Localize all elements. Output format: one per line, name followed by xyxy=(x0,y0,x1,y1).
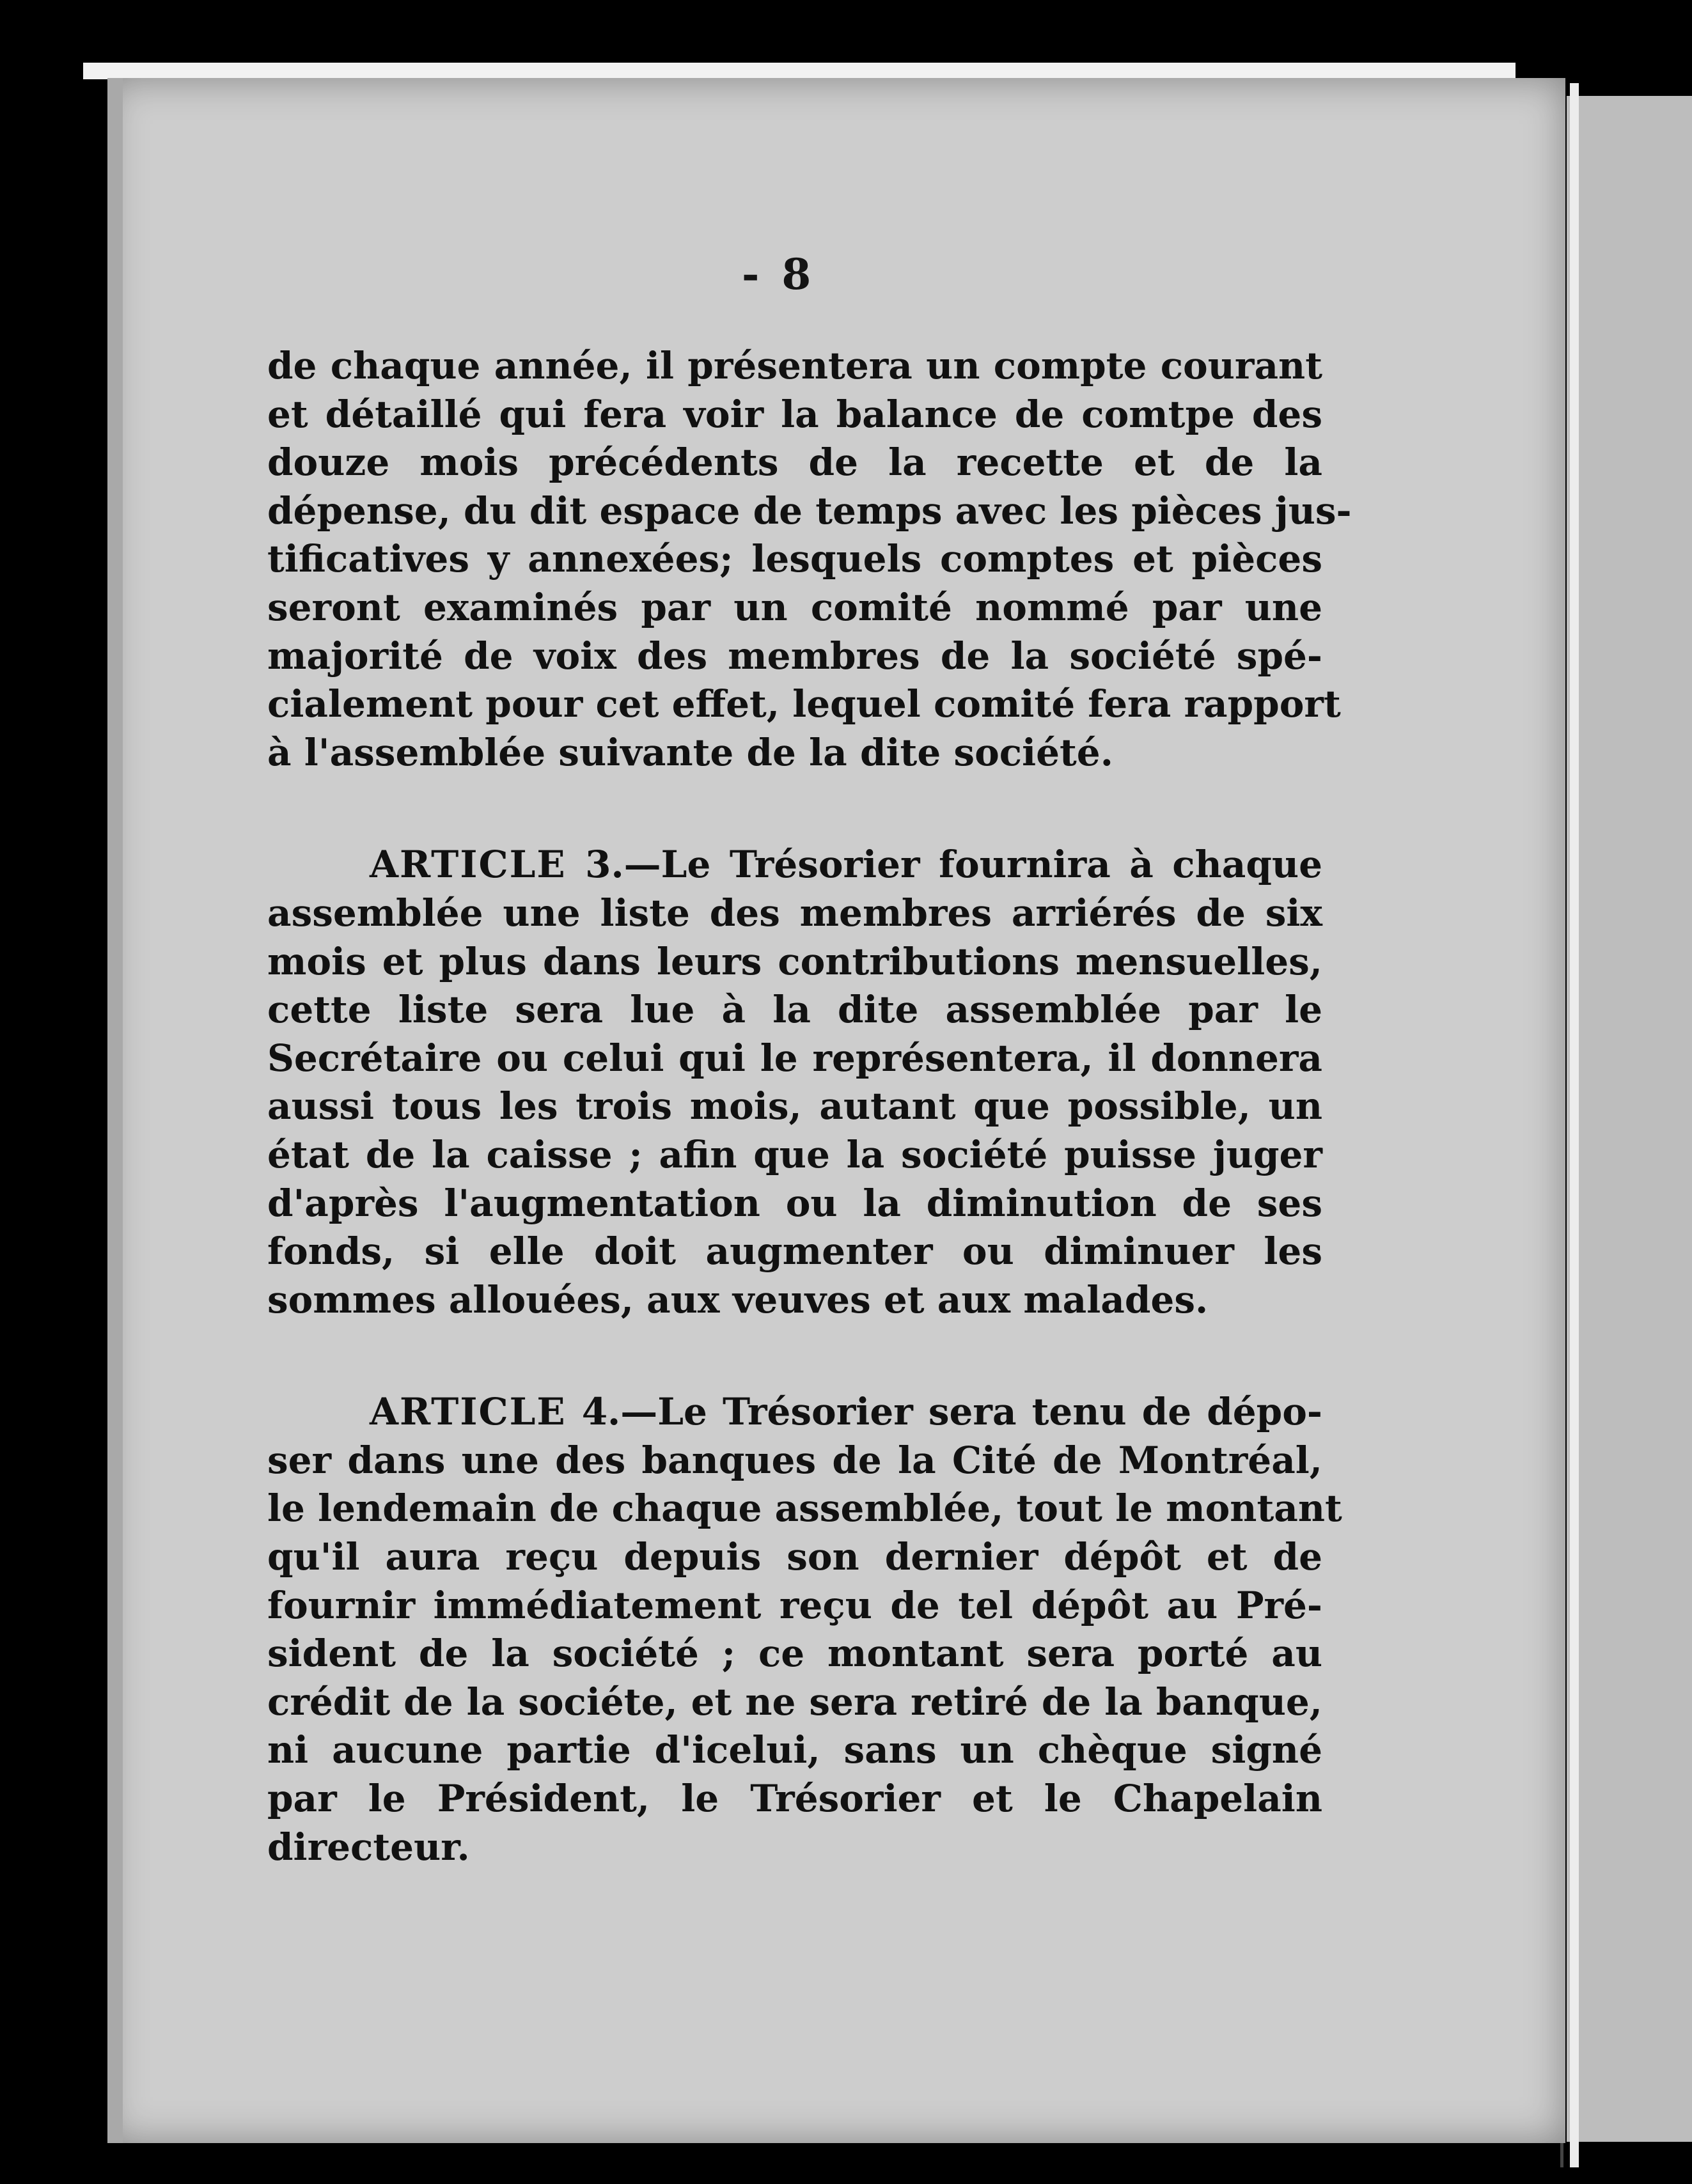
text-line: ni aucune partie d'icelui, sans un chèque signé xyxy=(267,1728,1322,1772)
text-line: sident de la société ; ce montant sera porté au xyxy=(267,1632,1322,1676)
paragraph-gap xyxy=(267,777,1322,841)
text-line: d'après l'augmentation ou la diminution de ses xyxy=(267,1181,1322,1225)
text-line: crédit de la sociéte, et ne sera retiré de la banque, xyxy=(267,1680,1322,1724)
text-line: Secrétaire ou celui qui le représentera, il donnera xyxy=(267,1036,1322,1080)
page-text xyxy=(267,342,1352,1871)
text-line: et détaillé qui fera voir la balance de comtpe des xyxy=(267,392,1322,436)
article-3 xyxy=(267,841,1322,1324)
adjacent-page xyxy=(1567,96,1692,2142)
paragraph-1 xyxy=(267,342,1352,777)
text-line: par le Président, le Trésorier et le Chapelain xyxy=(267,1777,1322,1821)
text-line: seront examinés par un comité nommé par une xyxy=(267,585,1322,629)
text-line: le lendemain de chaque assemblée, tout le montant xyxy=(267,1486,1342,1531)
text-line: qu'il aura reçu depuis son dernier dépôt et de xyxy=(267,1535,1322,1579)
page-edge-left xyxy=(107,78,123,2143)
text-line: à l'assemblée suivante de la dite société. xyxy=(267,730,1113,774)
text-line: fonds, si elle doit augmenter ou diminuer les xyxy=(267,1229,1322,1274)
text-line: tificatives y annexées; lesquels comptes et pièces xyxy=(267,537,1322,581)
article-heading-line xyxy=(267,841,1322,889)
text-line: majorité de voix des membres de la société spé- xyxy=(267,634,1322,678)
article-4 xyxy=(267,1388,1342,1871)
text-line: directeur. xyxy=(267,1825,470,1869)
text-line: de chaque année, il présentera un compte courant xyxy=(267,344,1322,387)
article-first-line: 4.—Le Trésorier sera tenu de dépo- xyxy=(581,1390,1322,1434)
text-line: cialement pour cet effet, lequel comité fera rapport xyxy=(267,682,1341,726)
article-heading-line xyxy=(267,1388,1322,1437)
text-line: état de la caisse ; afin que la société puisse juger xyxy=(267,1132,1322,1176)
paragraph-gap xyxy=(267,1324,1322,1388)
page-number: - 8 xyxy=(742,249,815,299)
article-label: ARTICLE xyxy=(370,1390,567,1434)
text-line: mois et plus dans leurs contributions mensuelles, xyxy=(267,939,1322,983)
article-label: ARTICLE xyxy=(370,843,567,887)
binding-thread xyxy=(1570,83,1579,2167)
text-line: ser dans une des banques de la Cité de Montréal, xyxy=(267,1438,1322,1482)
text-line: sommes allouées, aux veuves et aux malades. xyxy=(267,1277,1209,1322)
text-line: douze mois précédents de la recette et de la xyxy=(267,441,1322,485)
text-line: dépense, du dit espace de temps avec les pièces jus- xyxy=(267,488,1352,533)
article-first-line: 3.—Le Trésorier fournira à chaque xyxy=(585,843,1322,887)
text-line: assemblée une liste des membres arriérés de six xyxy=(267,891,1322,935)
page-edge-top xyxy=(83,63,1516,79)
text-line: fournir immédiatement reçu de tel dépôt au Pré- xyxy=(267,1583,1322,1627)
text-line: cette liste sera lue à la dite assemblée par le xyxy=(267,988,1322,1032)
text-line: aussi tous les trois mois, autant que possible, un xyxy=(267,1084,1322,1128)
